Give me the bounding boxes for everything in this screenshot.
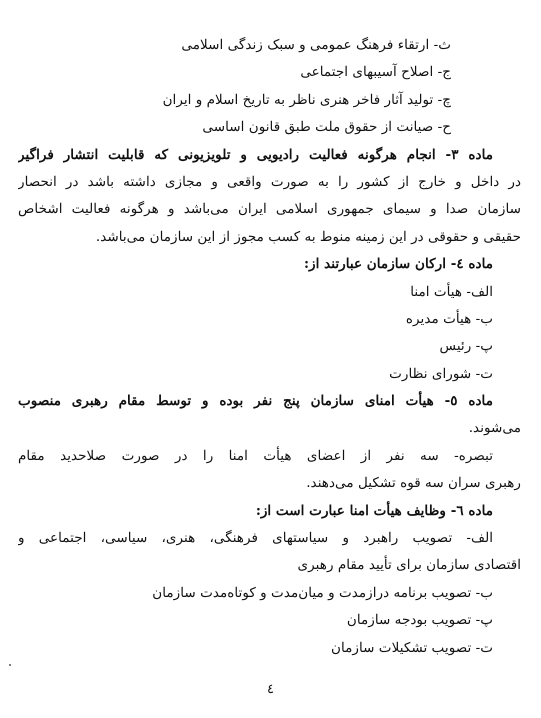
scan-speck [9,664,11,666]
text-line: در داخل و خارج از کشور را به صورت واقعی و مجازی داشته باشد در انحصار [18,173,521,190]
list-item: پ- تصویب بودجه سازمان [346,612,493,629]
list-item: ت- شورای نظارت [389,365,493,382]
list-item: الف- تصویب راهبرد و سیاستهای فرهنگی، هنری، سیاسی، اجتماعی و [18,530,493,547]
page-number: ٤ [267,682,274,697]
list-item: ب- هیأت مدیره [405,310,493,327]
text-line: ج- اصلاح آسیبهای اجتماعی [300,64,451,81]
article-heading-line: ماده ۳- انجام هرگونه فعالیت رادیویی و تلویزیونی که قابلیت انتشار فراگیر [18,146,493,163]
text-line: ح- صیانت از حقوق ملت طبق قانون اساسی [202,119,451,136]
note-line: تبصره- سه نفر از اعضای هیأت امنا را در صورت صلاحدید مقام [18,447,493,464]
document-body [18,32,521,662]
text-line: سازمان صدا و سیمای جمهوری اسلامی ایران می‌باشد و هرگونه فعالیت اشخاص [18,201,521,218]
list-item: ب- تصویب برنامه درازمدت و میان‌مدت و کوتاه‌مدت سازمان [152,584,493,601]
text-line: اقتصادی سازمان برای تأیید مقام رهبری [297,557,521,574]
text-line: حقیقی و حقوقی در این زمینه منوط به کسب مجوز از این سازمان می‌باشد. [95,228,521,245]
text-line: ث- ارتقاء فرهنگ عمومی و سبک زندگی اسلامی [181,37,451,53]
article-heading-line: ماده ٤- ارکان سازمان عبارتند از: [304,256,493,273]
text-line: رهبری سران سه قوه تشکیل می‌دهند. [306,475,521,492]
article-heading-line: ماده ٥- هیأت امنای سازمان پنج نفر بوده و توسط مقام رهبری منصوب [18,393,493,410]
text-line: می‌شوند. [468,420,521,437]
article-heading-line: ماده ٦- وظایف هیأت امنا عبارت است از: [255,502,493,519]
list-item: پ- رئیس [439,338,493,355]
list-item: ت- تصویب تشکیلات سازمان [330,639,493,656]
list-item: الف- هیأت امنا [410,283,493,300]
text-line: چ- تولید آثار فاخر هنری ناظر به تاریخ اسلام و ایران [162,91,451,108]
